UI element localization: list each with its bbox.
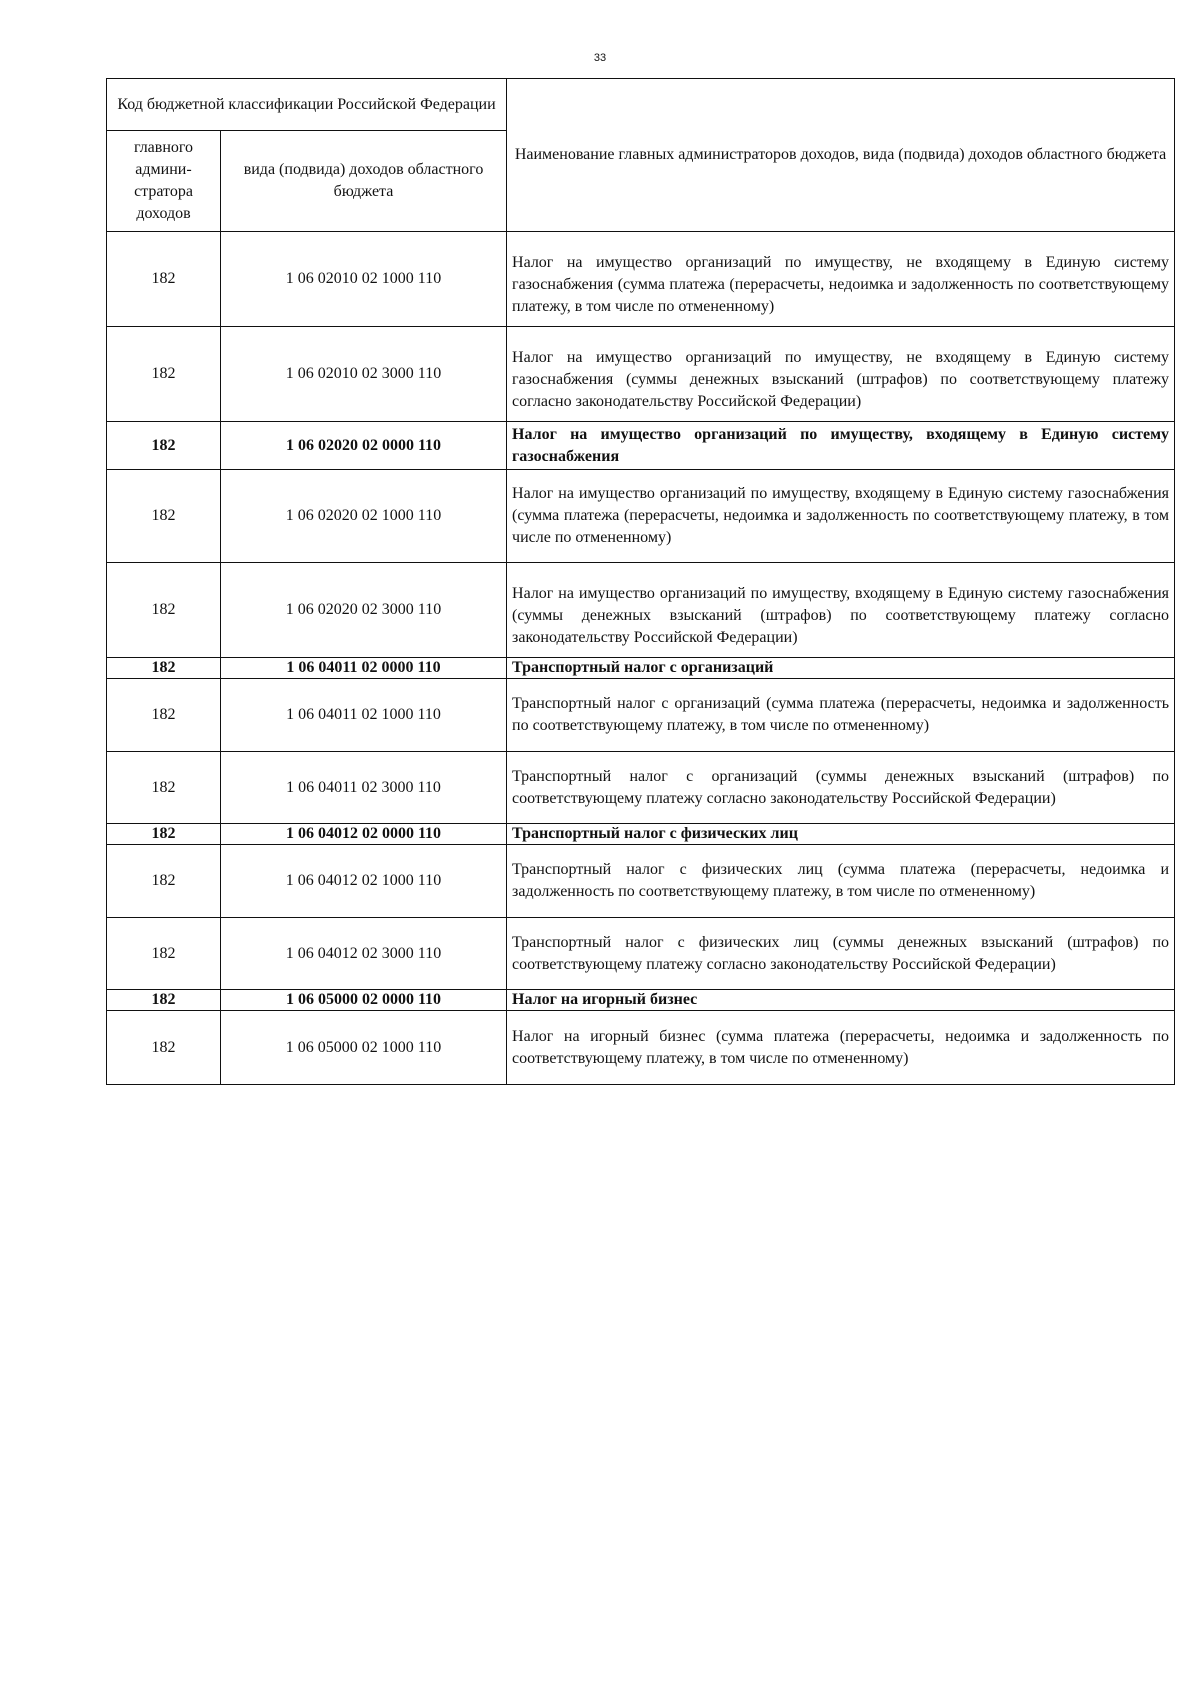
revenue-name-cell: Транспортный налог с организаций [507, 658, 1175, 679]
admin-code-cell: 182 [107, 845, 221, 918]
admin-code-cell: 182 [107, 327, 221, 422]
revenue-name-cell: Налог на игорный бизнес (сумма платежа (перерасчеты, недоимка и задолженность по соответствующему платежу, в том числе по отмененному) [507, 1011, 1175, 1085]
budget-code-cell: 1 06 04012 02 3000 110 [221, 918, 507, 990]
admin-code-cell: 182 [107, 752, 221, 824]
admin-code-cell: 182 [107, 679, 221, 752]
admin-code-cell: 182 [107, 990, 221, 1011]
table-row [107, 845, 1175, 918]
admin-code-cell: 182 [107, 1011, 221, 1085]
revenue-name-cell: Транспортный налог с физических лиц (суммы денежных взысканий (штрафов) по соответствующему платежу согласно законодательству Российской Федерации) [507, 918, 1175, 990]
revenue-name-cell: Налог на игорный бизнес [507, 990, 1175, 1011]
admin-code-cell: 182 [107, 918, 221, 990]
table-header-row [107, 79, 1175, 131]
budget-code-cell: 1 06 05000 02 1000 110 [221, 1011, 507, 1085]
revenue-name-cell: Транспортный налог с физических лиц (сумма платежа (перерасчеты, недоимка и задолженность по соответствующему платежу, в том числе по отмененному) [507, 845, 1175, 918]
table-row [107, 422, 1175, 470]
budget-code-cell: 1 06 04011 02 1000 110 [221, 679, 507, 752]
budget-classification-table [106, 78, 1175, 1085]
table-row [107, 658, 1175, 679]
revenue-name-cell: Транспортный налог с организаций (сумма платежа (перерасчеты, недоимка и задолженность по соответствующему платежу, в том числе по отмененному) [507, 679, 1175, 752]
budget-code-cell: 1 06 04012 02 1000 110 [221, 845, 507, 918]
revenue-name-cell: Налог на имущество организаций по имуществу, входящему в Единую систему газоснабжения (суммы денежных взысканий (штрафов) по соответствующему платежу согласно законодательству Российской Федерации) [507, 563, 1175, 658]
revenue-name-cell: Транспортный налог с физических лиц [507, 824, 1175, 845]
table-row [107, 752, 1175, 824]
table-row [107, 1011, 1175, 1085]
revenue-name-cell: Налог на имущество организаций по имуществу, входящему в Единую систему газоснабжения (сумма платежа (перерасчеты, недоимка и задолженность по соответствующему платежу, в том числе по отмененному) [507, 470, 1175, 563]
budget-code-cell: 1 06 04011 02 3000 110 [221, 752, 507, 824]
budget-code-group-header: Код бюджетной классификации Российской Федерации [107, 79, 507, 131]
budget-code-cell: 1 06 02010 02 3000 110 [221, 327, 507, 422]
budget-code-cell: 1 06 04012 02 0000 110 [221, 824, 507, 845]
budget-code-cell: 1 06 04011 02 0000 110 [221, 658, 507, 679]
table-row [107, 470, 1175, 563]
table-row [107, 327, 1175, 422]
page-number: 33 [593, 52, 607, 64]
table-row [107, 679, 1175, 752]
admin-code-cell: 182 [107, 232, 221, 327]
admin-code-cell: 182 [107, 563, 221, 658]
admin-code-cell: 182 [107, 422, 221, 470]
name-column-header: Наименование главных администраторов доходов, вида (подвида) доходов областного бюджета [507, 79, 1175, 232]
budget-code-cell: 1 06 05000 02 0000 110 [221, 990, 507, 1011]
revenue-name-cell: Транспортный налог с организаций (суммы денежных взысканий (штрафов) по соответствующему платежу согласно законодательству Российской Федерации) [507, 752, 1175, 824]
table-row [107, 918, 1175, 990]
table-row [107, 232, 1175, 327]
table-row [107, 824, 1175, 845]
admin-column-header: главного админи-стратора доходов [107, 131, 221, 232]
budget-code-cell: 1 06 02020 02 3000 110 [221, 563, 507, 658]
admin-code-cell: 182 [107, 470, 221, 563]
budget-code-cell: 1 06 02020 02 1000 110 [221, 470, 507, 563]
admin-code-cell: 182 [107, 824, 221, 845]
table-row [107, 563, 1175, 658]
revenue-name-cell: Налог на имущество организаций по имуществу, не входящему в Единую систему газоснабжения (суммы денежных взысканий (штрафов) по соответствующему платежу согласно законодательству Российской Федерации) [507, 327, 1175, 422]
type-column-header: вида (подвида) доходов областного бюджета [221, 131, 507, 232]
revenue-name-cell: Налог на имущество организаций по имуществу, не входящему в Единую систему газоснабжения (сумма платежа (перерасчеты, недоимка и задолженность по соответствующему платежу, в том числе по отмененному) [507, 232, 1175, 327]
budget-code-cell: 1 06 02020 02 0000 110 [221, 422, 507, 470]
admin-code-cell: 182 [107, 658, 221, 679]
table-row [107, 990, 1175, 1011]
budget-code-cell: 1 06 02010 02 1000 110 [221, 232, 507, 327]
revenue-name-cell: Налог на имущество организаций по имуществу, входящему в Единую систему газоснабжения [507, 422, 1175, 470]
